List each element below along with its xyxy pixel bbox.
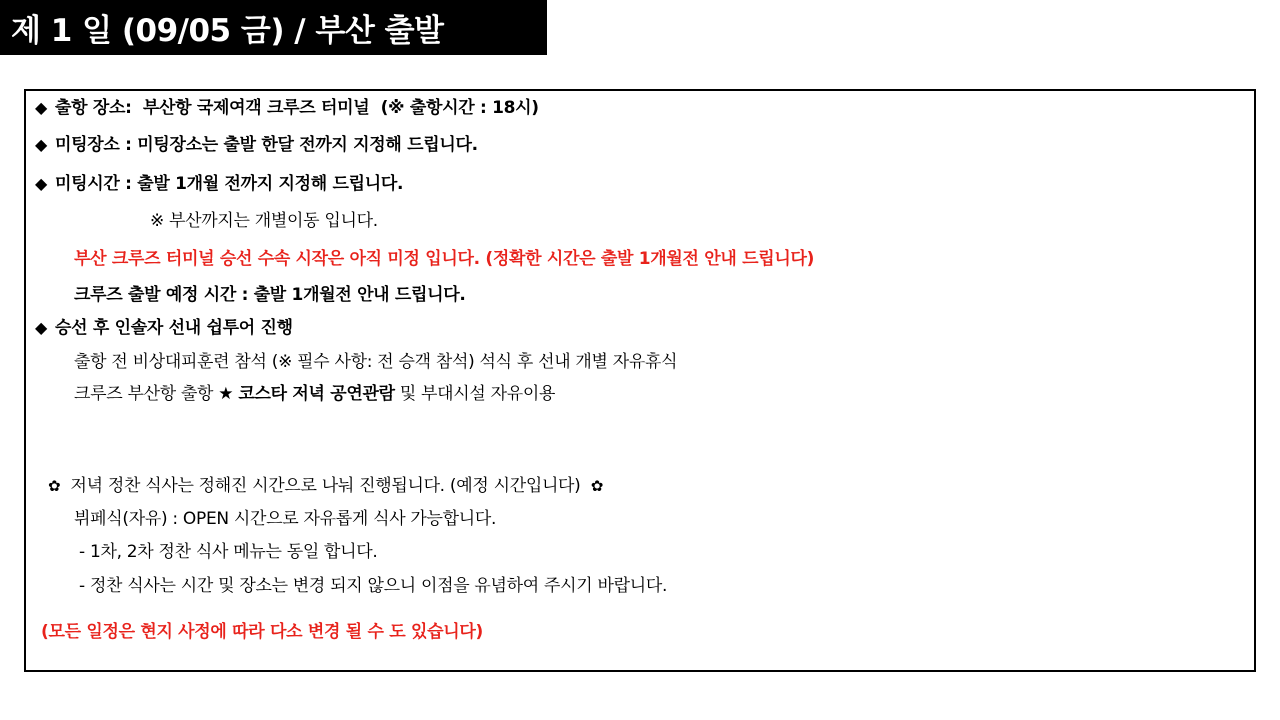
show-highlight: 코스타 저녁 공연관람 bbox=[238, 384, 395, 404]
buffet-line: 뷔페식(자유) : OPEN 시간으로 자유롭게 식사 가능합니다. bbox=[74, 509, 497, 529]
disclaimer: (모든 일정은 현지 사정에 따라 다소 변경 될 수 도 있습니다) bbox=[41, 622, 483, 642]
departure-place-line bbox=[35, 97, 539, 119]
diamond-bullet-icon: ◆ bbox=[35, 135, 48, 154]
meeting-place-line bbox=[35, 134, 478, 156]
meeting-time-line bbox=[35, 173, 403, 195]
ship-tour-line bbox=[35, 317, 293, 339]
departure-place-label: 출항 장소: bbox=[55, 98, 132, 118]
cruise-departure-time: 크루즈 출발 예정 시간 : 출발 1개월전 안내 드립니다. bbox=[74, 285, 466, 305]
diamond-bullet-icon: ◆ bbox=[35, 318, 48, 337]
boarding-notice: 부산 크루즈 터미널 승선 수속 시작은 아직 미정 입니다. (정확한 시간은 출발 1개월전 안내 드립니다) bbox=[74, 249, 815, 269]
menu-note-line: - 1차, 2차 정찬 식사 메뉴는 동일 합니다. bbox=[79, 542, 378, 562]
flower-icon: ✿ bbox=[48, 477, 61, 495]
dinner-line bbox=[48, 475, 603, 497]
show-line bbox=[74, 383, 555, 405]
itinerary-box bbox=[24, 89, 1256, 672]
safety-drill-line: 출항 전 비상대피훈련 참석 (※ 필수 사항: 전 승객 참석) 석식 후 선내 개별 자유휴식 bbox=[74, 352, 678, 372]
busan-transport-note: ※ 부산까지는 개별이동 입니다. bbox=[150, 211, 378, 231]
meeting-place-text: 미팅장소 : 미팅장소는 출발 한달 전까지 지정해 드립니다. bbox=[55, 135, 478, 155]
ship-tour-text: 승선 후 인솔자 선내 쉽투어 진행 bbox=[55, 318, 293, 338]
flower-icon: ✿ bbox=[590, 477, 604, 495]
meeting-time-text: 미팅시간 : 출발 1개월 전까지 지정해 드립니다. bbox=[55, 174, 404, 194]
dinner-text: 저녁 정찬 식사는 정해진 시간으로 나눠 진행됩니다. (예정 시간입니다) bbox=[70, 476, 581, 496]
change-note-line: - 정찬 식사는 시간 및 장소는 변경 되지 않으니 이점을 유념하여 주시기 바랍니다. bbox=[79, 576, 668, 596]
page-title: 제 1 일 (09/05 금) / 부산 출발 bbox=[0, 0, 547, 55]
show-line-suffix: 및 부대시설 자유이용 bbox=[399, 384, 556, 404]
diamond-bullet-icon: ◆ bbox=[35, 98, 48, 117]
star-icon: ★ bbox=[218, 384, 234, 404]
departure-place-value: 부산항 국제여객 크루즈 터미널 bbox=[142, 98, 370, 118]
diamond-bullet-icon: ◆ bbox=[35, 174, 48, 193]
show-line-prefix: 크루즈 부산항 출항 bbox=[74, 384, 214, 404]
departure-time-note: (※ 출항시간 : 18시) bbox=[380, 98, 539, 118]
